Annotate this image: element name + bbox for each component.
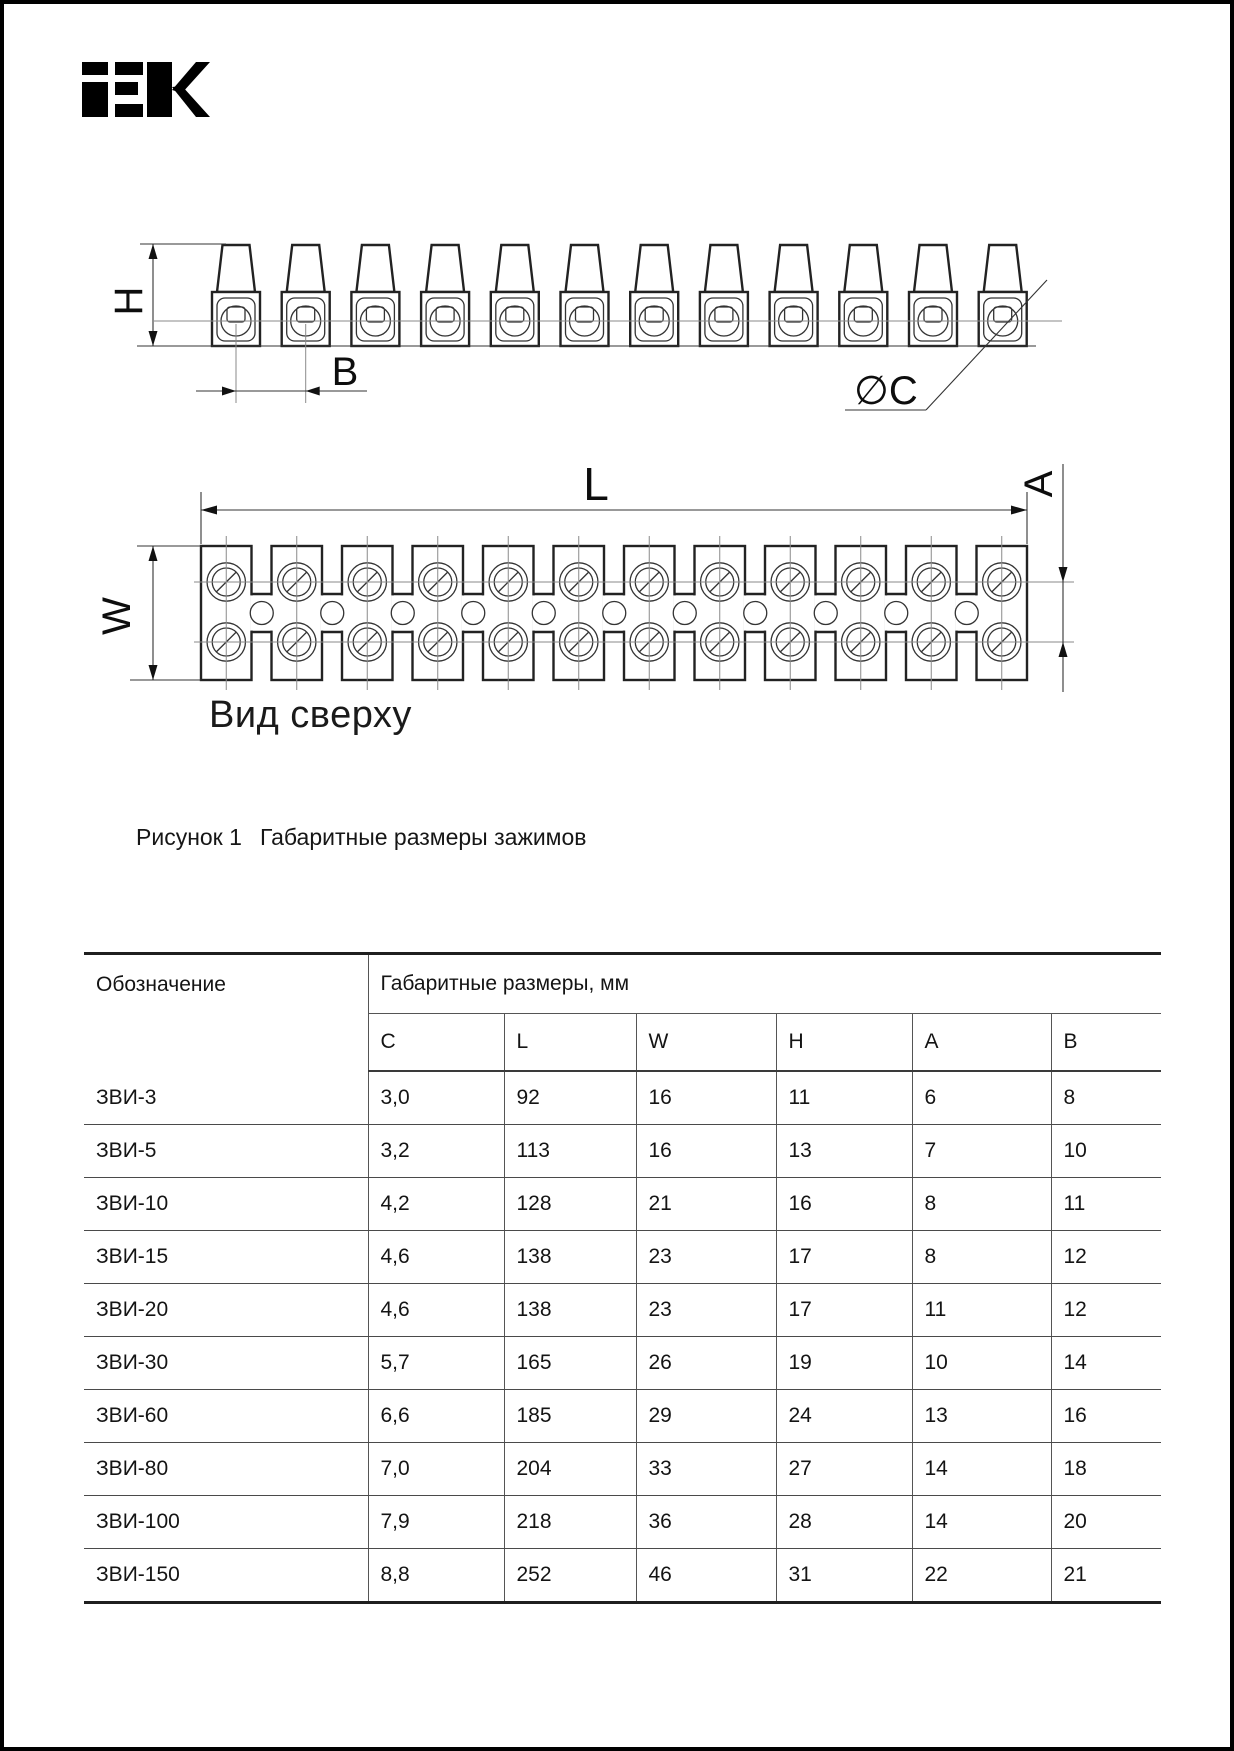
row-designation: ЗВИ-150 (96, 1563, 180, 1586)
table-row (84, 1284, 1161, 1337)
col-header-c: C (368, 1014, 504, 1072)
row-value-l: 218 (504, 1496, 636, 1549)
row-value-h: 31 (776, 1549, 912, 1603)
row-value-w: 26 (636, 1337, 776, 1390)
row-value-a: 22 (912, 1549, 1051, 1603)
row-value-h: 27 (776, 1443, 912, 1496)
top-view-segments (201, 546, 1027, 680)
row-value-b: 20 (1051, 1496, 1161, 1549)
row-value-b: 8 (1051, 1071, 1161, 1125)
row-value-l: 138 (504, 1231, 636, 1284)
row-value-h: 28 (776, 1496, 912, 1549)
row-value-h: 19 (776, 1337, 912, 1390)
table-row (84, 1337, 1161, 1390)
figure-caption-text: Габаритные размеры зажимов (259, 824, 587, 850)
row-value-c: 3,2 (368, 1125, 504, 1178)
row-value-l: 185 (504, 1390, 636, 1443)
col-header-b: B (1051, 1014, 1161, 1072)
figure-caption (136, 824, 587, 851)
row-value-w: 36 (636, 1496, 776, 1549)
row-value-h: 24 (776, 1390, 912, 1443)
table-row (84, 1071, 1161, 1125)
row-value-l: 252 (504, 1549, 636, 1603)
row-value-l: 113 (504, 1125, 636, 1178)
dim-w (95, 546, 201, 680)
row-designation: ЗВИ-5 (84, 1125, 368, 1178)
row-value-h: 11 (776, 1071, 912, 1125)
table-row (84, 1443, 1161, 1496)
row-value-l: 128 (504, 1178, 636, 1231)
row-value-h: 16 (776, 1178, 912, 1231)
row-designation: ЗВИ-20 (84, 1284, 368, 1337)
row-value-a: 8 (912, 1231, 1051, 1284)
row-value-c: 4,2 (368, 1178, 504, 1231)
row-value-a: 7 (912, 1125, 1051, 1178)
row-value-a: 14 (912, 1443, 1051, 1496)
row-value-w: 29 (636, 1390, 776, 1443)
row-value-b: 14 (1051, 1337, 1161, 1390)
table-row (84, 1231, 1161, 1284)
row-value-b: 11 (1051, 1178, 1161, 1231)
row-value-w: 16 (636, 1125, 776, 1178)
iek-logo (82, 62, 210, 117)
row-value-c: 3,0 (368, 1071, 504, 1125)
row-value-l: 138 (504, 1284, 636, 1337)
dim-label-w: W (95, 597, 139, 635)
figure-caption-number: Рисунок 1 (136, 824, 242, 850)
row-designation: ЗВИ-100 (84, 1496, 368, 1549)
row-value-c: 7,9 (368, 1496, 504, 1549)
row-value-l: 165 (504, 1337, 636, 1390)
row-value-c: 8,8 (368, 1549, 504, 1603)
figure-drawing (4, 4, 1234, 884)
row-value-b: 12 (1051, 1284, 1161, 1337)
row-value-h: 13 (776, 1125, 912, 1178)
row-value-a: 13 (912, 1390, 1051, 1443)
row-value-b: 10 (1051, 1125, 1161, 1178)
dim-l (201, 458, 1027, 544)
row-value-w: 23 (636, 1231, 776, 1284)
table-row (84, 1390, 1161, 1443)
dim-label-h: H (107, 286, 151, 316)
table-row (84, 1549, 1161, 1603)
row-value-w: 21 (636, 1178, 776, 1231)
row-value-c: 6,6 (368, 1390, 504, 1443)
col-header-designation: Обозначение (96, 973, 226, 996)
dimensions-table (84, 952, 1161, 1604)
row-value-c: 4,6 (368, 1231, 504, 1284)
row-value-c: 5,7 (368, 1337, 504, 1390)
row-value-l: 204 (504, 1443, 636, 1496)
top-view-label: Вид сверху (209, 694, 412, 736)
col-header-h: H (776, 1014, 912, 1072)
row-value-a: 10 (912, 1337, 1051, 1390)
side-view-segments (212, 245, 1027, 346)
dim-h (107, 244, 226, 346)
table-row (84, 1496, 1161, 1549)
top-view (95, 458, 1074, 692)
row-value-w: 16 (636, 1071, 776, 1125)
row-designation: ЗВИ-15 (84, 1231, 368, 1284)
dim-label-c: ∅C (854, 369, 918, 413)
row-value-w: 33 (636, 1443, 776, 1496)
col-header-dimensions-group: Габаритные размеры, мм (368, 954, 1161, 1014)
row-value-a: 11 (912, 1284, 1051, 1337)
row-value-a: 8 (912, 1178, 1051, 1231)
row-designation: ЗВИ-60 (84, 1390, 368, 1443)
row-value-l: 92 (504, 1071, 636, 1125)
row-designation: ЗВИ-80 (84, 1443, 368, 1496)
row-value-h: 17 (776, 1284, 912, 1337)
row-value-a: 6 (912, 1071, 1051, 1125)
row-value-c: 4,6 (368, 1284, 504, 1337)
dim-label-b: B (331, 350, 359, 394)
row-designation: ЗВИ-10 (84, 1178, 368, 1231)
row-value-a: 14 (912, 1496, 1051, 1549)
row-value-b: 21 (1051, 1549, 1161, 1603)
col-header-l: L (504, 1014, 636, 1072)
dim-label-a: A (1017, 470, 1061, 498)
row-value-w: 46 (636, 1549, 776, 1603)
row-value-w: 23 (636, 1284, 776, 1337)
row-value-c: 7,0 (368, 1443, 504, 1496)
row-value-b: 12 (1051, 1231, 1161, 1284)
side-view (107, 244, 1062, 413)
table-row (84, 1178, 1161, 1231)
col-header-w: W (636, 1014, 776, 1072)
dim-label-l: L (583, 458, 609, 510)
row-designation: ЗВИ-3 (84, 1071, 368, 1125)
col-header-a: A (912, 1014, 1051, 1072)
row-value-h: 17 (776, 1231, 912, 1284)
row-designation: ЗВИ-30 (84, 1337, 368, 1390)
row-value-b: 18 (1051, 1443, 1161, 1496)
table-row (84, 1125, 1161, 1178)
row-value-b: 16 (1051, 1390, 1161, 1443)
